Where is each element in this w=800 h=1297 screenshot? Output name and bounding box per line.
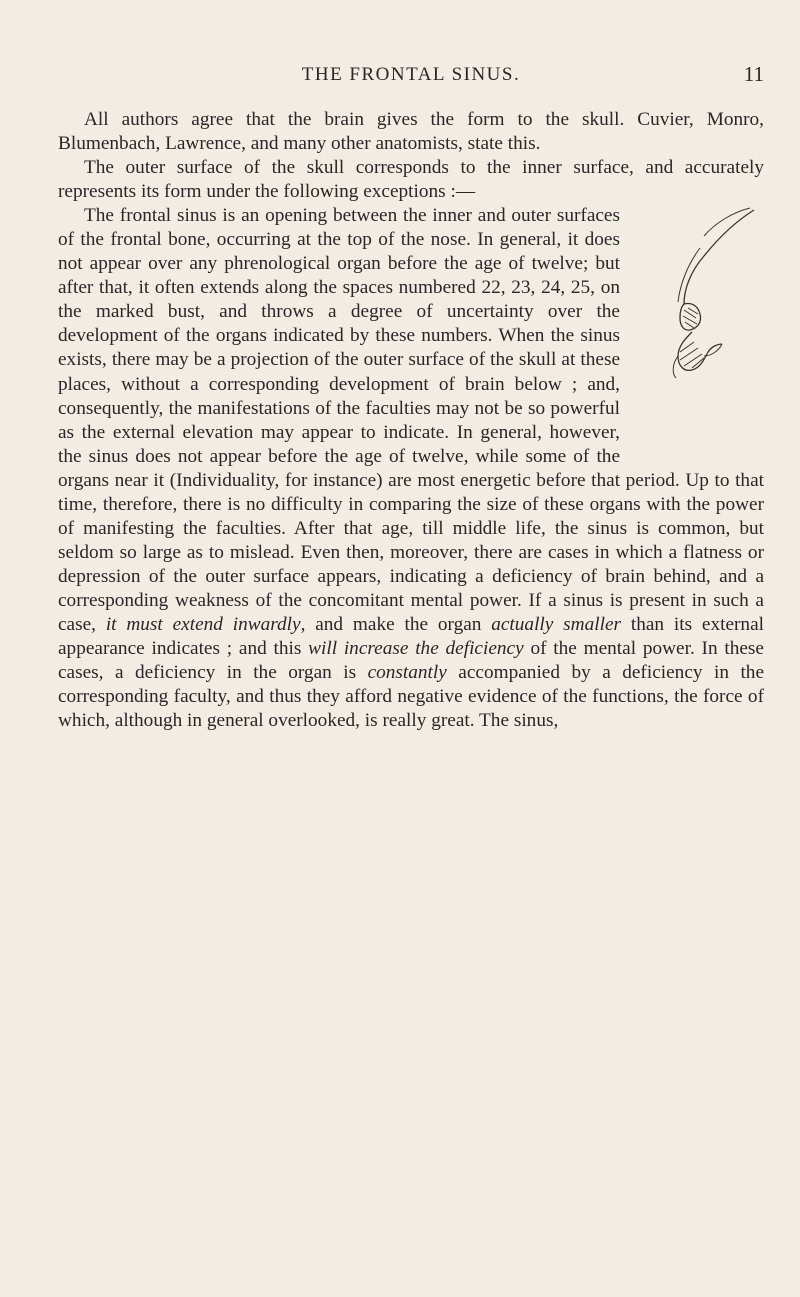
frontal-sinus-text: The frontal sinus is an opening between the inner and outer surfaces of the frontal bone, occurring at the top of the nose. In general, it does not appear over any phrenological organ before the age of twelve; but after that, it often extends along the spaces numbered 22, 23, 24, 25, on the marked bust, and throws a degree of uncertainty over the development of the organs indicated by these numbers. When the sinus exists, there may be a projection of the outer surface of the skull at these places, without a corresponding development of brain below ; and, consequently, the manifestations of the faculties may not be so powerful as the external elevation may appear to indicate. In general, however, the sinus does not appear before the age of twelve, while some of the organs near it (Individuality, for instance) are most energetic before that period. Up to that time, therefore, there is no difficulty in comparing the size of these organs with the power of manifesting the faculties. After that age, till middle life, the sinus is common, but seldom so large as to mislead. Even then, moreover, there are cases in which a flatness or depression of the outer surface appears, indicating a deficiency of brain behind, and a corresponding weakness of the concomitant mental power. If a sinus is present in such a case, [58, 205, 764, 635]
page-number: 11 [743, 62, 764, 86]
paragraph-outer-surface: The outer surface of the skull corresponds to the inner surface, and accurately represents its form under the following exceptions :— [58, 157, 764, 203]
emphasis-increase-deficiency: will increase the deficiency [308, 638, 524, 660]
body-text [58, 108, 764, 733]
frontal-sinus-text-4: of the mental power. In these cases, a deficiency in the organ is [58, 638, 764, 684]
frontal-sinus-text-3: than its external appearance indicates ; and this [58, 613, 764, 660]
frontal-sinus-figure [628, 206, 764, 454]
frontal-sinus-text-2: , and make the organ [300, 613, 492, 635]
frontal-sinus-illustration [664, 206, 760, 386]
emphasis-extend-inwardly: it must extend inwardly [105, 613, 301, 635]
emphasis-actually-smaller: actually smaller [491, 613, 622, 635]
emphasis-constantly: constantly [367, 662, 447, 684]
paragraph-authors-agree: All authors agree that the brain gives the form to the skull. Cuvier, Monro, Blumenbach, Lawrence, and many other anatomists, state this. [58, 109, 764, 155]
frontal-sinus-text-5: accompanied by a deficiency in the corresponding faculty, and thus they afford negative evidence of the functions, the force of which, although in general overlooked, is really great. The sinus, [58, 662, 764, 732]
running-title: THE FRONTAL SINUS. [301, 64, 521, 85]
page-header [58, 62, 764, 92]
